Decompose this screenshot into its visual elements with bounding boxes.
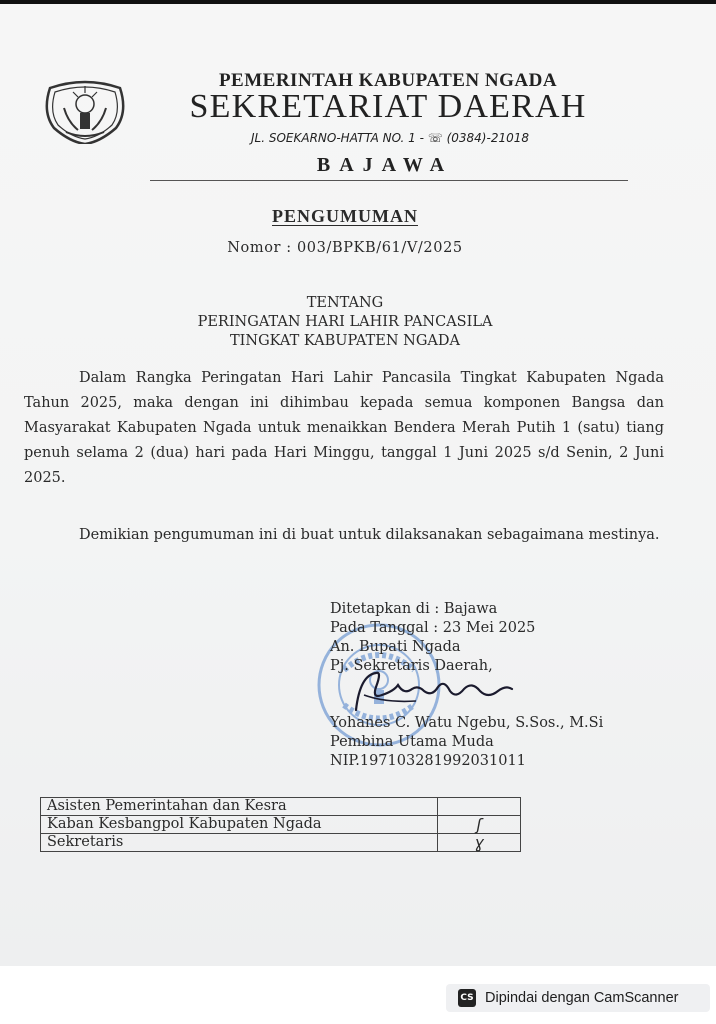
letterhead-city: BAJAWA	[316, 154, 454, 176]
kabupaten-emblem-icon	[42, 78, 128, 144]
subject-line-2: TINGKAT KABUPATEN NGADA	[230, 333, 460, 349]
handwritten-signature-icon	[346, 665, 516, 720]
paraf-role: Asisten Pemerintahan dan Kesra	[41, 798, 438, 816]
signatory-name: Yohanes C. Watu Ngebu, S.Sos., M.Si	[330, 715, 604, 731]
paraf-mark	[438, 798, 521, 816]
letterhead-office: SEKRETARIAT DAERAH	[189, 88, 587, 125]
table-row	[41, 798, 521, 816]
paraf-role: Kaban Kesbangpol Kabupaten Ngada	[41, 816, 438, 834]
signature-place: Ditetapkan di : Bajawa	[330, 601, 498, 617]
signature-on-behalf: An. Bupati Ngada	[330, 639, 461, 655]
body-paragraph-2	[24, 523, 664, 548]
signatory-nip: NIP.197103281992031011	[330, 753, 526, 769]
body-paragraph-2-text: Demikian pengumuman ini di buat untuk dilaksanakan sebagaimana mestinya.	[79, 527, 660, 543]
paraf-mark: ʃ	[438, 816, 521, 834]
camscanner-logo-icon: CS	[458, 989, 476, 1007]
signature-position: Pj. Sekretaris Daerah,	[330, 658, 493, 674]
letterhead-address: JL. SOEKARNO-HATTA NO. 1 - ☏ (0384)-21018	[251, 131, 529, 145]
paraf-mark: ɣ	[438, 834, 521, 852]
letterhead-divider	[150, 180, 628, 181]
document-title-text: PENGUMUMAN	[272, 206, 418, 226]
subject-line-1: PERINGATAN HARI LAHIR PANCASILA	[197, 314, 493, 330]
table-row	[41, 816, 521, 834]
body-paragraph-1	[24, 366, 664, 491]
camscanner-badge	[446, 984, 710, 1012]
document-title	[200, 206, 490, 227]
subject-label: TENTANG	[306, 295, 384, 311]
table-row	[41, 834, 521, 852]
paraf-role: Sekretaris	[41, 834, 438, 852]
camscanner-label: Dipindai dengan CamScanner	[485, 990, 679, 1006]
body-paragraph-1-text: Dalam Rangka Peringatan Hari Lahir Pancasila Tingkat Kabupaten Ngada Tahun 2025, maka dengan ini dihimbau kepada semua komponen Bangsa dan Masyarakat Kabupaten Ngada untuk menaikkan Bendera Merah Putih 1 (satu) tiang penuh selama 2 (dua) hari pada Hari Minggu, tanggal 1 Juni 2025 s/d Senin, 2 Juni 2025.	[24, 370, 664, 486]
document-number: Nomor : 003/BPKB/61/V/2025	[227, 240, 463, 256]
signatory-rank: Pembina Utama Muda	[330, 734, 494, 750]
signature-date: Pada Tanggal : 23 Mei 2025	[330, 620, 536, 636]
subject-block	[150, 294, 540, 351]
paraf-table	[40, 797, 521, 852]
letterhead-government: PEMERINTAH KABUPATEN NGADA	[218, 70, 558, 91]
